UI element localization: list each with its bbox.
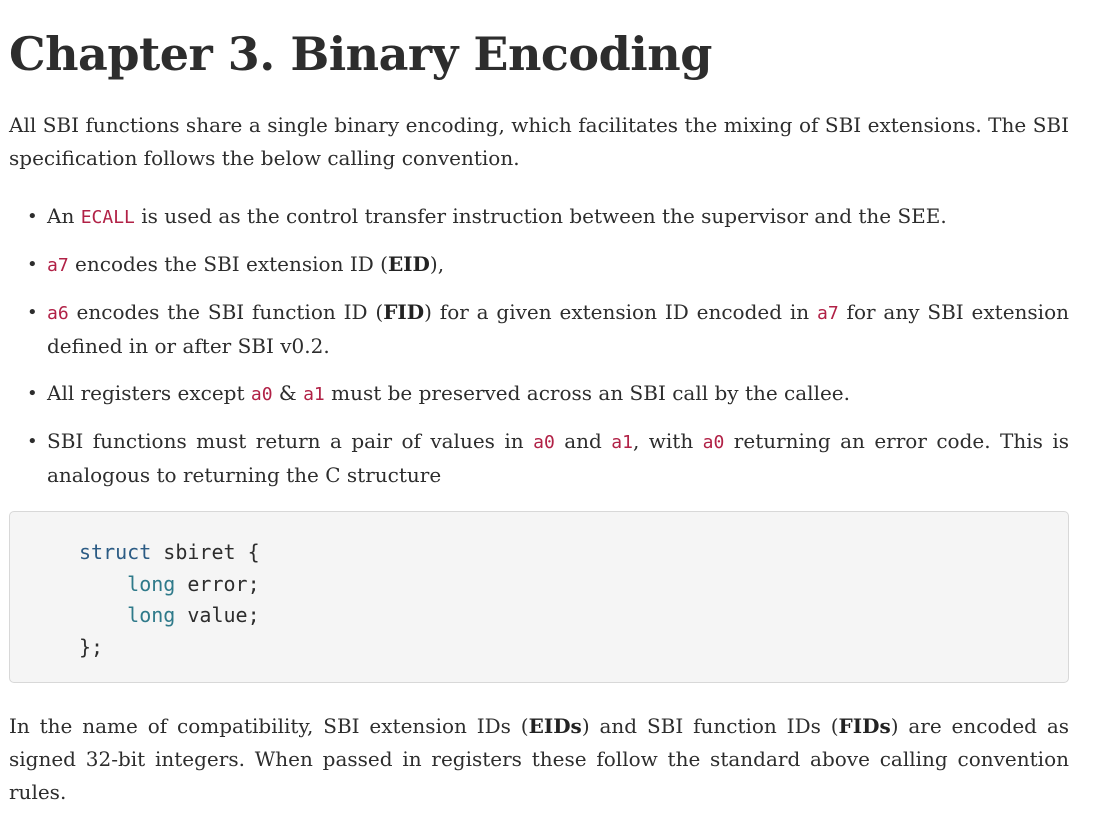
code-type: long — [127, 603, 176, 627]
inline-code: a6 — [47, 303, 69, 324]
list-text: , with — [632, 429, 703, 453]
bold-term: EIDs — [528, 714, 582, 738]
list-text: ) for a given extension ID encoded in — [424, 300, 818, 324]
list-text: encodes the SBI function ID ( — [68, 300, 384, 324]
code-listing — [79, 537, 260, 663]
bold-term: EID — [387, 252, 430, 276]
list-text: for any SBI extension defined in or after SBI v0.2. — [47, 300, 1069, 358]
code-indent — [79, 603, 127, 627]
inline-code: a0 — [533, 432, 555, 453]
paragraph-text: ) and SBI function IDs ( — [581, 714, 839, 738]
list-item — [9, 425, 1069, 492]
list-text: returning an error code. This is analogous to returning the C structure — [47, 429, 1069, 487]
code-keyword: struct — [79, 540, 152, 564]
bullet-icon: • — [27, 206, 38, 227]
list-text: & — [272, 381, 304, 405]
bold-term: FID — [383, 300, 425, 324]
code-indent — [79, 572, 127, 596]
inline-code: ECALL — [80, 207, 135, 228]
inline-code: a1 — [611, 432, 633, 453]
list-text: SBI functions must return a pair of values in — [47, 429, 534, 453]
list-item — [9, 296, 1069, 363]
bullet-icon: • — [27, 383, 38, 404]
inline-code: a0 — [702, 432, 725, 453]
list-item — [9, 377, 1069, 411]
list-text: All registers except — [47, 381, 251, 405]
list-item — [9, 248, 1069, 282]
outro-paragraph — [9, 710, 1069, 809]
paragraph-text: In the name of compatibility, SBI extension IDs ( — [9, 714, 529, 738]
bold-term: FIDs — [838, 714, 891, 738]
inline-code: a1 — [303, 384, 325, 405]
code-text: value; — [175, 603, 260, 627]
bullet-icon: • — [27, 431, 38, 452]
list-text: An — [47, 204, 81, 228]
chapter-heading: Chapter 3. Binary Encoding — [9, 27, 712, 81]
list-text: is used as the control transfer instruction between the supervisor and the SEE. — [134, 204, 947, 228]
inline-code: a7 — [47, 255, 69, 276]
code-text: sbiret { — [151, 540, 260, 564]
intro-paragraph: All SBI functions share a single binary encoding, which facilitates the mixing of SBI extensions. The SBI specification follows the below calling convention. — [9, 113, 1069, 170]
inline-code: a7 — [817, 303, 839, 324]
list-text: must be preserved across an SBI call by the callee. — [324, 381, 850, 405]
code-text: error; — [175, 571, 260, 596]
code-type: long — [127, 571, 176, 596]
paragraph-text: ) are encoded as signed 32-bit integers. When passed in registers these follow the standard above calling convention rules. — [9, 714, 1070, 804]
bullet-icon: • — [27, 254, 38, 275]
bullet-icon: • — [27, 302, 38, 323]
list-text: encodes the SBI extension ID ( — [68, 252, 388, 276]
list-text: ), — [429, 252, 445, 276]
inline-code: a0 — [250, 384, 273, 405]
calling-convention-list — [9, 200, 1069, 506]
code-block[interactable] — [9, 511, 1069, 683]
code-text: }; — [79, 634, 104, 659]
list-text: and — [554, 429, 612, 453]
list-item — [9, 200, 1069, 234]
